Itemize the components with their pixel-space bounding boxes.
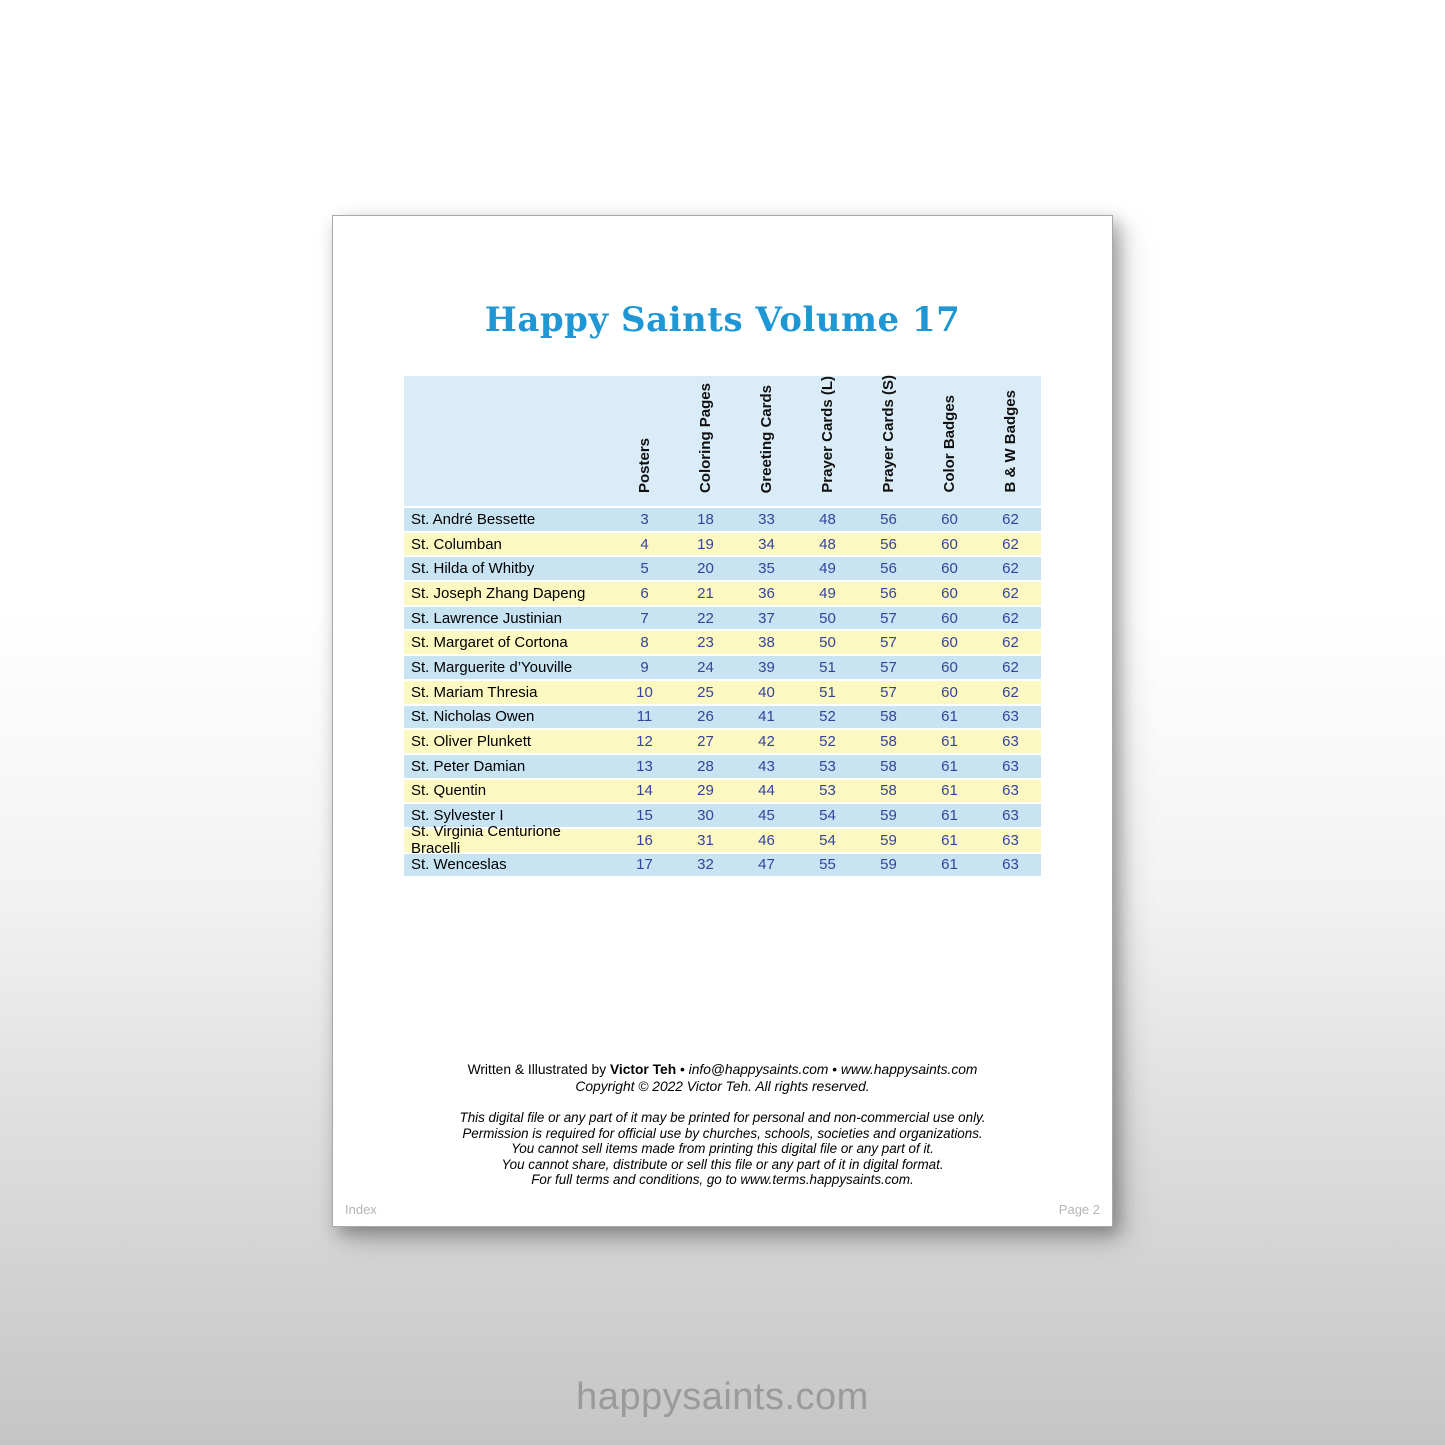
- page-number-cell: 54: [819, 831, 836, 849]
- page-number-cell: 31: [697, 831, 714, 849]
- page-number-cell: 57: [880, 634, 897, 652]
- table-row: [404, 508, 1041, 531]
- column-header-label: Prayer Cards (S): [880, 375, 897, 493]
- saint-name: St. Marguerite d’Youville: [411, 658, 573, 676]
- page-number-cell: 36: [758, 584, 775, 602]
- page-number-cell: 38: [758, 634, 775, 652]
- page-number-cell: 59: [880, 807, 897, 825]
- table-row: [404, 607, 1041, 630]
- page-number-cell: 25: [697, 683, 714, 701]
- table-row: [404, 755, 1041, 778]
- page-number-cell: 27: [697, 733, 714, 751]
- page-number-cell: 56: [880, 535, 897, 553]
- page-number-cell: 48: [819, 510, 836, 528]
- page-number-cell: 53: [819, 782, 836, 800]
- document-page: [332, 215, 1113, 1227]
- page-number-cell: 61: [941, 856, 958, 874]
- page-number-cell: 33: [758, 510, 775, 528]
- page-number-cell: 61: [941, 807, 958, 825]
- page-number-cell: 60: [941, 535, 958, 553]
- table-row: [404, 656, 1041, 679]
- page-number-cell: 46: [758, 831, 775, 849]
- page-number-cell: 62: [1002, 683, 1019, 701]
- saint-name: St. Sylvester I: [411, 807, 504, 825]
- page-number-cell: 61: [941, 831, 958, 849]
- page-number-cell: 63: [1002, 757, 1019, 775]
- column-header: [614, 376, 675, 506]
- page-number-cell: 55: [819, 856, 836, 874]
- page-number-cell: 7: [640, 609, 649, 627]
- page-number-cell: 58: [880, 733, 897, 751]
- page-number-cell: 40: [758, 683, 775, 701]
- page-number-cell: 59: [880, 831, 897, 849]
- page-number-cell: 62: [1002, 535, 1019, 553]
- page-title: Happy Saints Volume 17: [484, 300, 961, 340]
- page-number-cell: 60: [941, 609, 958, 627]
- page-number-cell: 6: [640, 584, 649, 602]
- page-number-cell: 44: [758, 782, 775, 800]
- page-number-cell: 48: [819, 535, 836, 553]
- page-number-cell: 41: [758, 708, 775, 726]
- table-row: [404, 533, 1041, 556]
- page-number-cell: 17: [636, 856, 653, 874]
- saint-name: St. André Bessette: [411, 510, 536, 528]
- page-number-cell: 60: [941, 584, 958, 602]
- column-header-label: Posters: [636, 437, 653, 493]
- page-number-cell: 54: [819, 807, 836, 825]
- page-number-cell: 62: [1002, 584, 1019, 602]
- page-number-cell: 56: [880, 510, 897, 528]
- page-number-cell: 42: [758, 733, 775, 751]
- page-number-cell: 18: [697, 510, 714, 528]
- page-number-cell: 57: [880, 609, 897, 627]
- saint-name: St. Peter Damian: [411, 757, 526, 775]
- page-number-cell: 58: [880, 757, 897, 775]
- page-number-cell: 61: [941, 733, 958, 751]
- table-row: [404, 823, 1041, 858]
- site-watermark: happysaints.com: [576, 1376, 869, 1418]
- page-number-cell: 58: [880, 708, 897, 726]
- table-row: [404, 631, 1041, 654]
- page-number-cell: 28: [697, 757, 714, 775]
- page-number-cell: 30: [697, 807, 714, 825]
- table-row: [404, 557, 1041, 580]
- table-header-name-spacer: [404, 376, 614, 506]
- table-row: [404, 780, 1041, 803]
- page-number-cell: 50: [819, 634, 836, 652]
- page-number-cell: 63: [1002, 831, 1019, 849]
- terms-line: For full terms and conditions, go to www.terms.happysaints.com.: [531, 1172, 914, 1188]
- page-number-cell: 57: [880, 658, 897, 676]
- page-number-cell: 14: [636, 782, 653, 800]
- terms-line: This digital file or any part of it may be printed for personal and non-commercial use only.: [459, 1110, 986, 1125]
- credits-separator: •: [828, 1062, 841, 1077]
- saint-name: St. Nicholas Owen: [411, 708, 535, 726]
- page-number-cell: 59: [880, 856, 897, 874]
- page-number-cell: 61: [941, 782, 958, 800]
- page-number-cell: 53: [819, 757, 836, 775]
- column-header: [919, 376, 980, 506]
- index-table: [404, 376, 1041, 878]
- column-header: [736, 376, 797, 506]
- page-number-cell: 47: [758, 856, 775, 874]
- page-number-cell: 43: [758, 757, 775, 775]
- page-number-cell: 56: [880, 560, 897, 578]
- page-number-cell: 62: [1002, 560, 1019, 578]
- page-number-cell: 21: [697, 584, 714, 602]
- page-number-cell: 60: [941, 683, 958, 701]
- page-number-cell: 35: [758, 560, 775, 578]
- saint-name: St. Mariam Thresia: [411, 683, 538, 701]
- saint-name: St. Columban: [411, 535, 502, 553]
- page-number-cell: 22: [697, 609, 714, 627]
- page-number-cell: 49: [819, 584, 836, 602]
- page-number-cell: 4: [640, 535, 649, 553]
- page-number-cell: 62: [1002, 634, 1019, 652]
- column-header: [675, 376, 736, 506]
- page-number-cell: 13: [636, 757, 653, 775]
- table-header-row: [404, 376, 1041, 506]
- page-number-cell: 51: [819, 683, 836, 701]
- page-number-cell: 63: [1002, 856, 1019, 874]
- column-header-label: Color Badges: [941, 395, 958, 493]
- page-number-cell: 63: [1002, 733, 1019, 751]
- footer-index-label: Index: [345, 1202, 377, 1217]
- table-row: [404, 854, 1041, 877]
- page-number-cell: 57: [880, 683, 897, 701]
- saint-name: St. Lawrence Justinian: [411, 609, 562, 627]
- page-number-cell: 51: [819, 658, 836, 676]
- column-header-label: Prayer Cards (L): [819, 376, 836, 493]
- column-header: [858, 376, 919, 506]
- credits-line: [333, 1062, 1112, 1079]
- page-number-cell: 49: [819, 560, 836, 578]
- footer-page-number: Page 2: [1058, 1202, 1100, 1217]
- credits-website: www.happysaints.com: [840, 1062, 978, 1077]
- table-row: [404, 681, 1041, 704]
- page-number-cell: 63: [1002, 807, 1019, 825]
- page-number-cell: 39: [758, 658, 775, 676]
- page-number-cell: 24: [697, 658, 714, 676]
- saint-name: St. Oliver Plunkett: [411, 733, 532, 751]
- page-number-cell: 15: [636, 807, 653, 825]
- page-number-cell: 63: [1002, 708, 1019, 726]
- saint-name: St. Quentin: [411, 782, 487, 800]
- page-number-cell: 63: [1002, 782, 1019, 800]
- page-number-cell: 8: [640, 634, 649, 652]
- page-number-cell: 52: [819, 733, 836, 751]
- page-number-cell: 58: [880, 782, 897, 800]
- copyright-line: Copyright © 2022 Victor Teh. All rights reserved.: [575, 1078, 870, 1094]
- page-number-cell: 60: [941, 560, 958, 578]
- page-number-cell: 5: [640, 560, 649, 578]
- terms-line: You cannot sell items made from printing this digital file or any part of it.: [511, 1141, 934, 1157]
- terms-line: You cannot share, distribute or sell this file or any part of it in digital format.: [501, 1156, 944, 1172]
- credits-block: [333, 1062, 1112, 1095]
- credits-email: info@happysaints.com: [688, 1062, 829, 1077]
- page-number-cell: 60: [941, 634, 958, 652]
- column-header-label: B & W Badges: [1002, 390, 1019, 493]
- page-number-cell: 10: [636, 683, 653, 701]
- page-number-cell: 60: [941, 658, 958, 676]
- credits-prefix: Written & Illustrated by: [467, 1062, 610, 1077]
- page-number-cell: 52: [819, 708, 836, 726]
- page-number-cell: 3: [640, 510, 649, 528]
- page-number-cell: 61: [941, 708, 958, 726]
- saint-name: St. Margaret of Cortona: [411, 634, 568, 652]
- page-number-cell: 34: [758, 535, 775, 553]
- saint-name: St. Wenceslas: [411, 856, 507, 874]
- column-header: [797, 376, 858, 506]
- terms-block: [333, 1110, 1112, 1188]
- page-number-cell: 12: [636, 733, 653, 751]
- page-number-cell: 37: [758, 609, 775, 627]
- page-number-cell: 45: [758, 807, 775, 825]
- credits-author: Victor Teh: [609, 1062, 677, 1077]
- page-number-cell: 62: [1002, 510, 1019, 528]
- terms-line: Permission is required for official use by churches, schools, societies and organizations.: [462, 1125, 983, 1141]
- page-number-cell: 62: [1002, 658, 1019, 676]
- page-number-cell: 56: [880, 584, 897, 602]
- page-number-cell: 19: [697, 535, 714, 553]
- table-body: [404, 508, 1041, 876]
- page-number-cell: 29: [697, 782, 714, 800]
- page-number-cell: 32: [697, 856, 714, 874]
- column-header: [980, 376, 1041, 506]
- page-number-cell: 16: [636, 831, 653, 849]
- table-row: [404, 582, 1041, 605]
- page-number-cell: 26: [697, 708, 714, 726]
- page-number-cell: 23: [697, 634, 714, 652]
- column-header-label: Greeting Cards: [758, 384, 775, 493]
- page-number-cell: 60: [941, 510, 958, 528]
- credits-separator: •: [676, 1062, 689, 1077]
- column-header-label: Coloring Pages: [697, 382, 714, 493]
- page-number-cell: 9: [640, 658, 649, 676]
- page-number-cell: 20: [697, 560, 714, 578]
- page-number-cell: 61: [941, 757, 958, 775]
- saint-name: St. Hilda of Whitby: [411, 560, 535, 578]
- saint-name: St. Virginia Centurione Bracelli: [411, 823, 561, 858]
- page-number-cell: 50: [819, 609, 836, 627]
- page-number-cell: 62: [1002, 609, 1019, 627]
- table-row: [404, 706, 1041, 729]
- page-number-cell: 11: [636, 708, 653, 726]
- saint-name: St. Joseph Zhang Dapeng: [411, 584, 586, 602]
- table-row: [404, 730, 1041, 753]
